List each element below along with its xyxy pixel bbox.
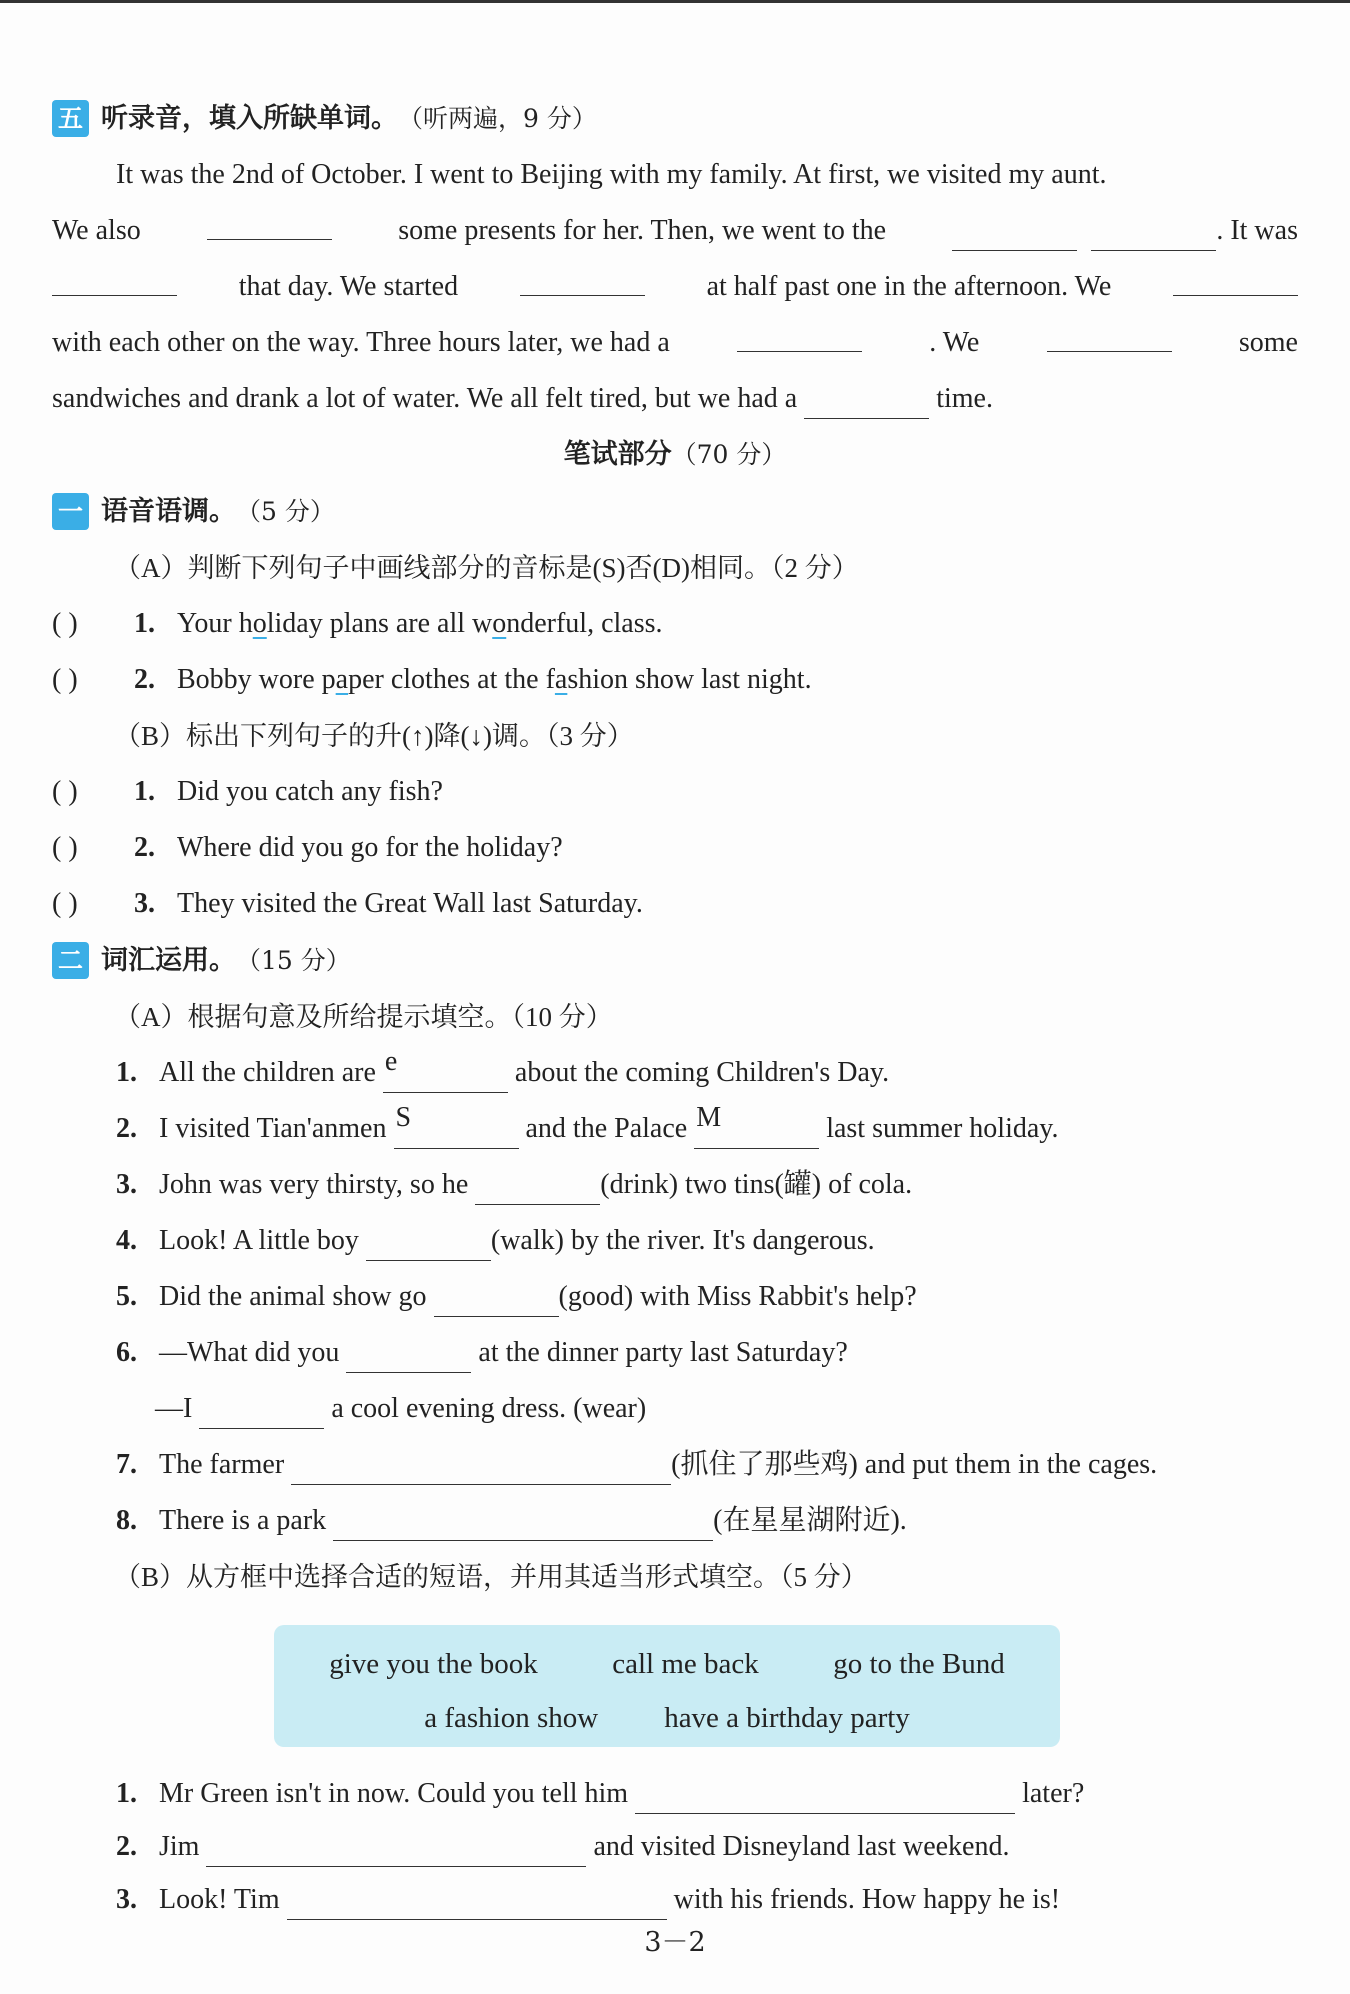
written-title-text: 笔试部分: [563, 439, 672, 470]
passage-text: We also: [52, 215, 141, 246]
question-text: later?: [1022, 1778, 1085, 1809]
written-points: （70 分）: [671, 440, 787, 469]
answer-blank[interactable]: [291, 1448, 671, 1485]
question-number: 1.: [116, 1778, 137, 1809]
passage-text: some presents for her. Then, we went to the: [398, 215, 887, 246]
question-row: [52, 652, 1298, 708]
question-number: 1.: [134, 776, 155, 807]
question-text: The farmer: [159, 1449, 285, 1480]
answer-blank[interactable]: [206, 1830, 586, 1867]
answer-blank[interactable]: [207, 203, 332, 240]
phrase-option: have a birthday party: [664, 1702, 910, 1734]
question-number: 4.: [116, 1225, 137, 1256]
part-b-instruction: （B）标出下列句子的升(↑)降(↓)调。（3 分）: [114, 721, 634, 751]
answer-blank[interactable]: [346, 1336, 471, 1373]
answer-blank[interactable]: [1091, 214, 1216, 251]
top-border: [0, 0, 1350, 3]
answer-blank[interactable]: [804, 382, 929, 419]
question-text: Jim: [159, 1831, 200, 1862]
phrase-option: give you the book: [329, 1648, 538, 1680]
part-b-instruction: （B）从方框中选择合适的短语，并用其适当形式填空。（5 分）: [114, 1562, 868, 1592]
question-text: Your h: [177, 608, 253, 639]
section-points: （15 分）: [236, 946, 351, 975]
answer-blank[interactable]: [52, 259, 177, 296]
answer-paren[interactable]: ( ): [52, 888, 78, 919]
question-text: Mr Green isn't in now. Could you tell him: [159, 1778, 629, 1809]
question-row: [52, 1381, 1298, 1437]
section-title: 语音语调。: [101, 496, 236, 527]
answer-paren[interactable]: ( ): [52, 608, 78, 639]
answer-blank[interactable]: [394, 1102, 519, 1149]
question-text: They visited the Great Wall last Saturday.: [177, 888, 643, 919]
question-text: Bobby wore p: [177, 664, 336, 695]
question-row: [52, 1213, 1298, 1269]
answer-blank[interactable]: [475, 1168, 600, 1205]
section-points: （5 分）: [236, 497, 335, 526]
question-row: [52, 1101, 1298, 1157]
passage-text: with each other on the way. Three hours later, we had a: [52, 327, 670, 358]
question-row: [52, 1157, 1298, 1213]
question-number: 6.: [116, 1337, 137, 1368]
hint-letter: e: [384, 1046, 398, 1077]
question-text: last summer holiday.: [826, 1113, 1059, 1144]
answer-blank[interactable]: [383, 1046, 508, 1093]
part-a-instruction: （A）判断下列句子中画线部分的音标是(S)否(D)相同。（2 分）: [114, 553, 859, 583]
written-part-title: [52, 427, 1298, 483]
underlined-letter: o: [252, 608, 267, 639]
underlined-letter: a: [554, 664, 568, 695]
answer-blank[interactable]: [520, 259, 645, 296]
passage-line: [52, 203, 1298, 259]
answer-blank[interactable]: [635, 1777, 1015, 1814]
question-number: 1.: [134, 608, 155, 639]
passage-line: [52, 371, 1298, 427]
question-text: There is a park: [159, 1505, 327, 1536]
question-text: (walk) by the river. It's dangerous.: [490, 1225, 875, 1256]
question-text: and the Palace: [525, 1113, 688, 1144]
section-title: 听录音，填入所缺单词。: [101, 103, 398, 134]
question-row: [52, 876, 1298, 932]
part-a-instruction: （A）根据句意及所给提示填空。（10 分）: [114, 1002, 613, 1032]
question-text: Did you catch any fish?: [177, 776, 443, 807]
underlined-letter: a: [335, 664, 349, 695]
question-row: [52, 1767, 1298, 1820]
passage-text: that day. We started: [238, 271, 459, 302]
phrase-option: call me back: [612, 1648, 759, 1680]
question-number: 7.: [116, 1449, 137, 1480]
passage-text: . We: [929, 327, 980, 358]
question-row: [52, 1045, 1298, 1101]
question-number: 2.: [134, 664, 155, 695]
section-number-badge: 五: [52, 100, 89, 137]
phrase-option: a fashion show: [424, 1702, 599, 1734]
passage-line: [52, 315, 1298, 371]
question-text: Look! Tim: [159, 1884, 280, 1915]
question-number: 3.: [116, 1884, 137, 1915]
passage-line: It was the 2nd of October. I went to Beijing with my family. At first, we visited my aunt.: [116, 159, 1107, 190]
section-title: 词汇运用。: [101, 945, 236, 976]
listening-passage: [52, 147, 1298, 427]
question-text: and visited Disneyland last weekend.: [593, 1831, 1010, 1862]
question-number: 3.: [116, 1169, 137, 1200]
question-row: [52, 820, 1298, 876]
question-text: liday plans are all w: [266, 608, 493, 639]
hint-letter: S: [395, 1102, 412, 1133]
answer-blank[interactable]: [952, 214, 1077, 251]
question-row: [52, 1437, 1298, 1493]
answer-blank[interactable]: [694, 1102, 819, 1149]
question-row: [52, 1820, 1298, 1873]
question-text: —I: [155, 1393, 193, 1424]
section-number-badge: 一: [52, 493, 89, 530]
question-text: with his friends. How happy he is!: [673, 1884, 1061, 1915]
phrase-option: go to the Bund: [833, 1648, 1005, 1680]
question-row: [52, 1269, 1298, 1325]
passage-line: [52, 259, 1298, 315]
section-points: （听两遍，9 分）: [398, 104, 597, 133]
phrase-box: [274, 1625, 1060, 1747]
question-text: (抓住了那些鸡) and put them in the cages.: [671, 1449, 1158, 1480]
question-text: nderful, class.: [506, 608, 663, 639]
page-number: 3－2: [644, 1927, 706, 1958]
question-number: 3.: [134, 888, 155, 919]
section-number-badge: 二: [52, 942, 89, 979]
question-row: [52, 1873, 1298, 1926]
question-text: shion show last night.: [567, 664, 812, 695]
question-text: (good) with Miss Rabbit's help?: [558, 1281, 917, 1312]
answer-blank[interactable]: [333, 1504, 713, 1541]
passage-text: time.: [936, 383, 993, 414]
section-2-header: [52, 932, 1298, 989]
question-text: I visited Tian'anmen: [159, 1113, 387, 1144]
question-text: Did the animal show go: [159, 1281, 427, 1312]
passage-text: sandwiches and drank a lot of water. We all felt tired, but we had a: [52, 383, 798, 414]
hint-letter: M: [696, 1102, 722, 1133]
question-text: (在星星湖附近).: [713, 1505, 907, 1536]
answer-blank[interactable]: [1047, 315, 1172, 352]
question-number: 2.: [116, 1113, 137, 1144]
question-number: 1.: [116, 1057, 137, 1088]
section-5-header: [52, 90, 1298, 147]
answer-blank[interactable]: [1173, 259, 1298, 296]
worksheet-page: [52, 90, 1298, 1926]
answer-blank[interactable]: [737, 315, 862, 352]
question-text: —What did you: [159, 1337, 340, 1368]
passage-text: . It was: [1216, 215, 1298, 246]
question-number: 5.: [116, 1281, 137, 1312]
question-text: Look! A little boy: [159, 1225, 359, 1256]
underlined-letter: o: [492, 608, 507, 639]
answer-blank[interactable]: [287, 1883, 667, 1920]
question-text: per clothes at the f: [348, 664, 555, 695]
answer-paren[interactable]: ( ): [52, 832, 78, 863]
passage-text: some: [1238, 327, 1298, 358]
passage-text: at half past one in the afternoon. We: [706, 271, 1112, 302]
question-text: Where did you go for the holiday?: [177, 832, 563, 863]
question-number: 2.: [116, 1831, 137, 1862]
question-text: about the coming Children's Day.: [514, 1057, 890, 1088]
question-row: [52, 764, 1298, 820]
question-row: [52, 1493, 1298, 1549]
question-text: John was very thirsty, so he: [159, 1169, 469, 1200]
question-text: a cool evening dress. (wear): [331, 1393, 647, 1424]
question-text: at the dinner party last Saturday?: [478, 1337, 848, 1368]
answer-blank[interactable]: [199, 1392, 324, 1429]
question-number: 2.: [134, 832, 155, 863]
question-row: [52, 596, 1298, 652]
question-text: All the children are: [159, 1057, 376, 1088]
question-number: 8.: [116, 1505, 137, 1536]
answer-paren[interactable]: ( ): [52, 776, 78, 807]
answer-blank[interactable]: [366, 1224, 491, 1261]
answer-blank[interactable]: [434, 1280, 559, 1317]
question-row: [52, 1325, 1298, 1381]
section-1-header: [52, 483, 1298, 540]
question-text: (drink) two tins(罐) of cola.: [600, 1169, 913, 1200]
answer-paren[interactable]: ( ): [52, 664, 78, 695]
